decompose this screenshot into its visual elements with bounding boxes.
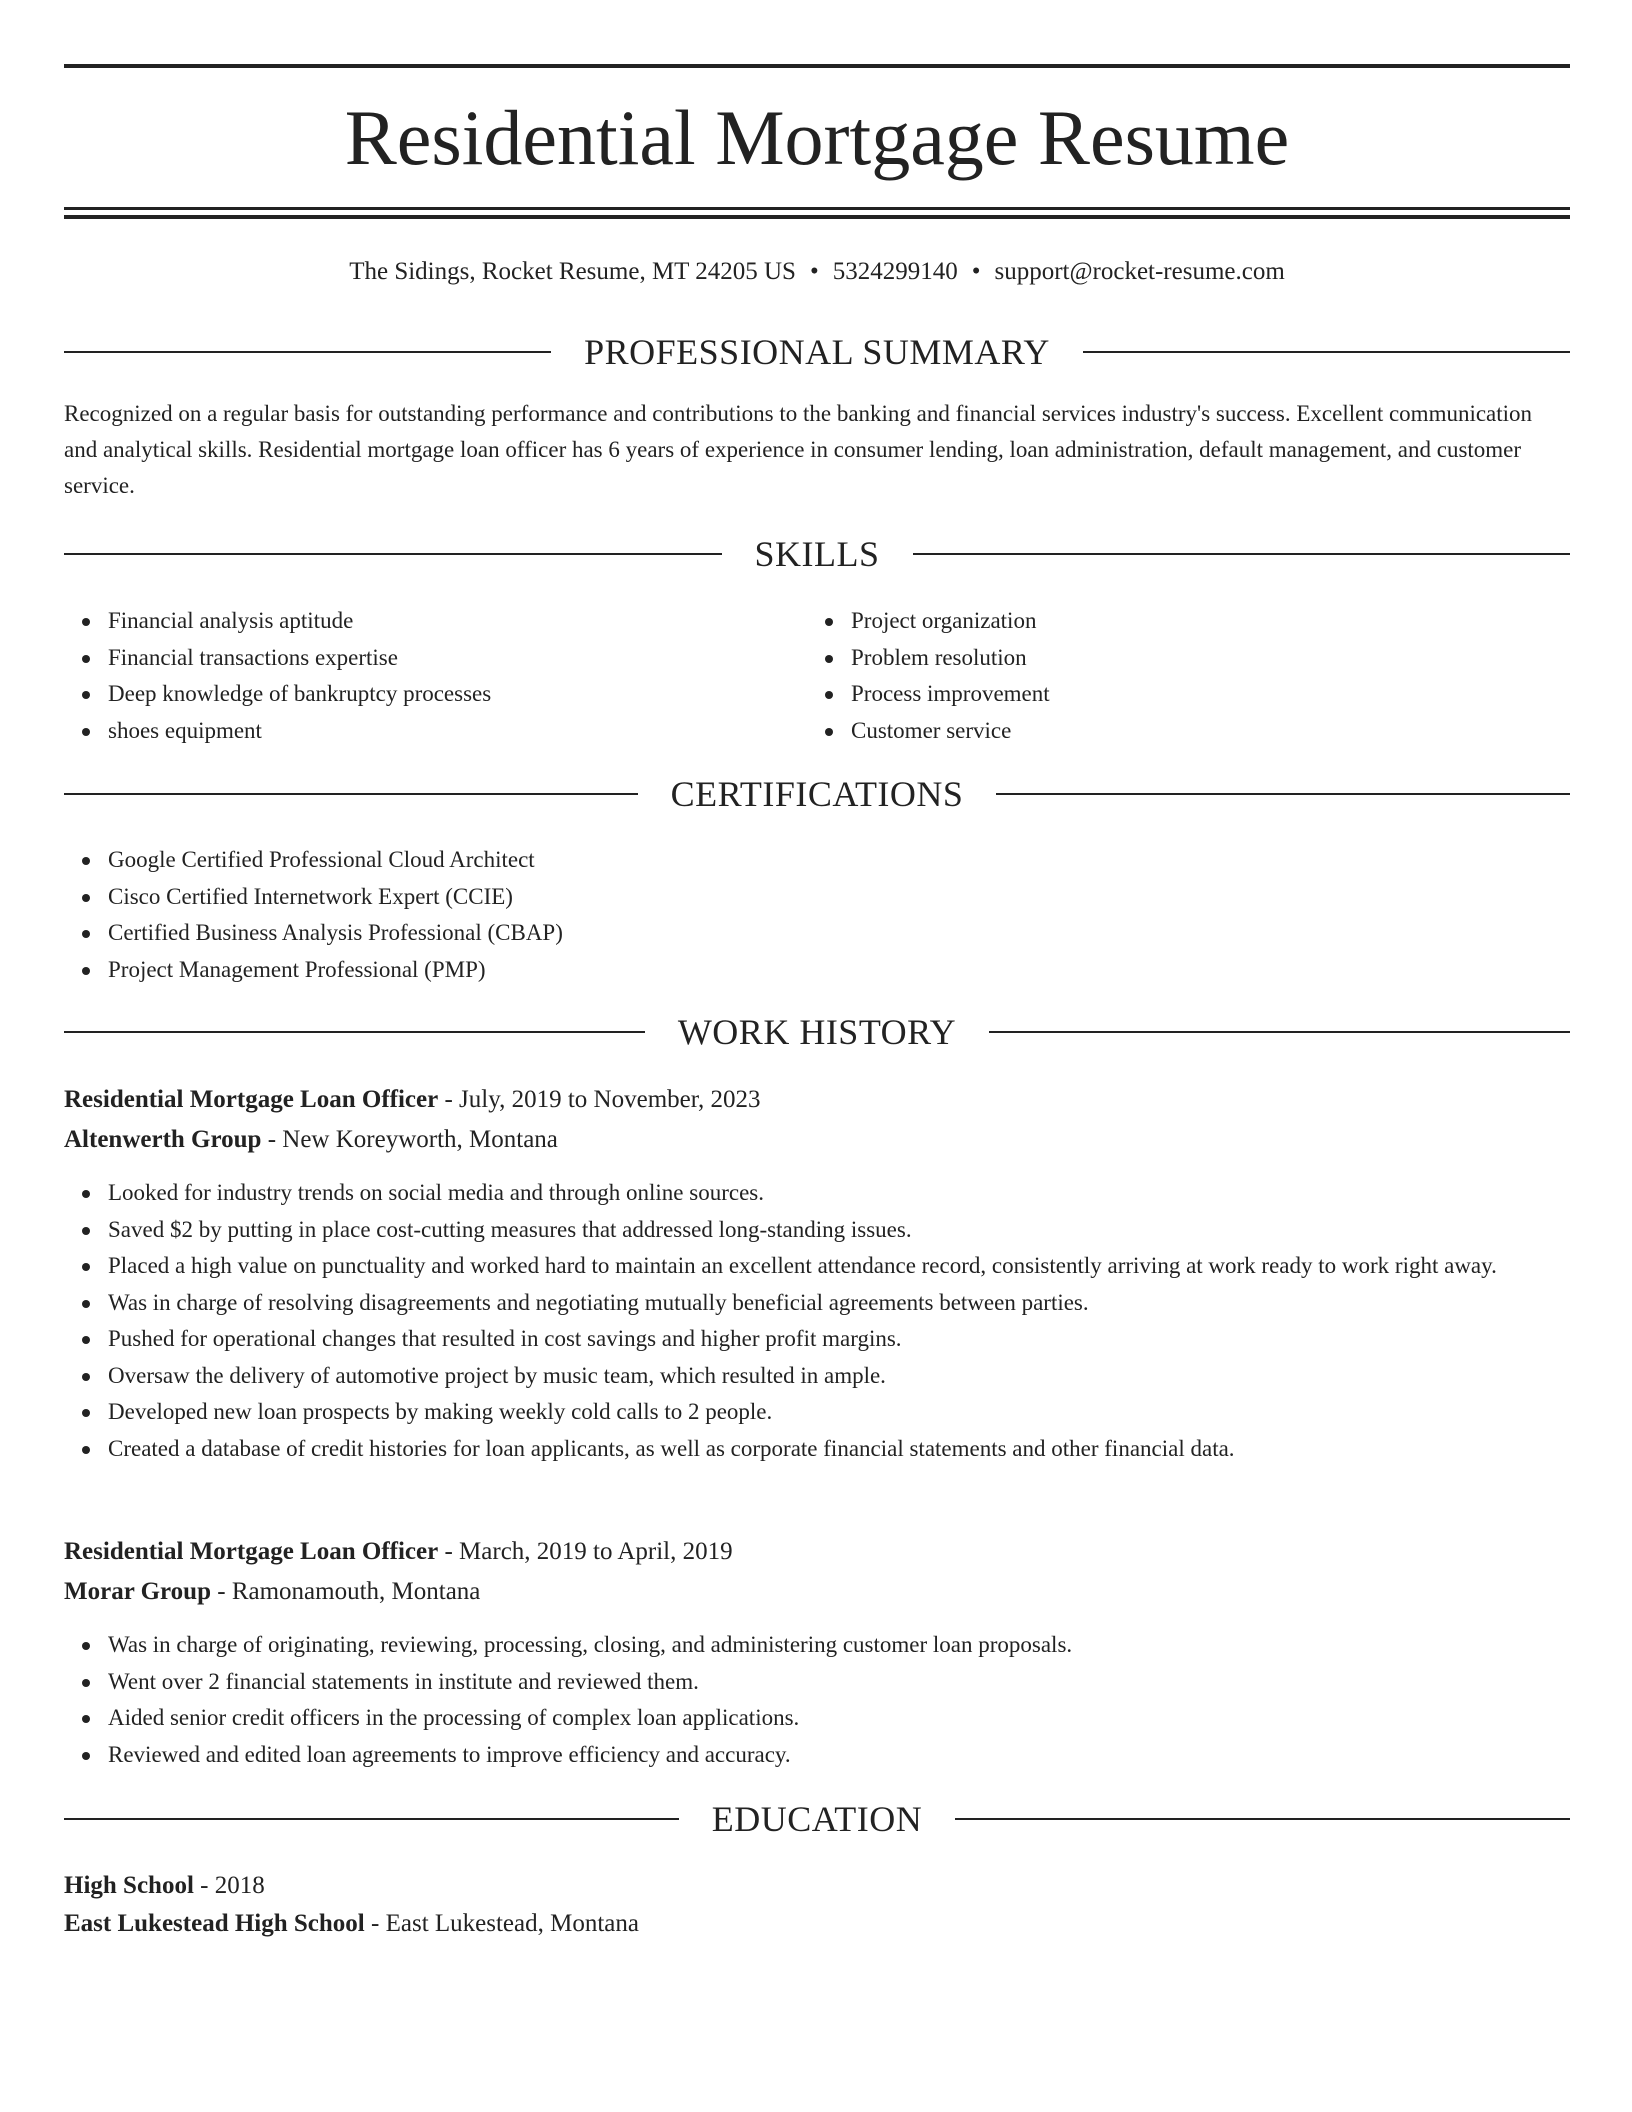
top-rule (64, 64, 1570, 68)
resume-title: Residential Mortgage Resume (344, 94, 1290, 181)
heading-rule-right (996, 793, 1570, 795)
education-location: East Lukestead, Montana (385, 1910, 639, 1937)
job-bullet: Went over 2 financial statements in institute and reviewed them. (108, 1664, 1570, 1701)
contact-phone: 5324299140 (832, 258, 958, 285)
education-school: East Lukestead High School (64, 1910, 365, 1937)
education-year: 2018 (214, 1872, 265, 1899)
certification-item: Certified Business Analysis Professional (CBAP) (108, 915, 1508, 952)
education-heading-label: EDUCATION (711, 1799, 923, 1839)
job-location: Ramonamouth, Montana (231, 1578, 481, 1605)
education-degree: High School (64, 1872, 194, 1899)
heading-rule-right (1083, 351, 1570, 353)
job-bullet: Reviewed and edited loan agreements to improve efficiency and accuracy. (108, 1737, 1570, 1774)
job-dates: July, 2019 to November, 2023 (459, 1086, 761, 1113)
job-bullet: Created a database of credit histories for loan applicants, as well as corporate financial statements and other financial data. (108, 1431, 1570, 1468)
job-title-line (64, 1082, 1570, 1118)
job-bullet: Placed a high value on punctuality and worked hard to maintain an excellent attendance record, consistently arriving at work ready to work right away. (108, 1248, 1570, 1285)
job-bullet: Was in charge of originating, reviewing, processing, closing, and administering customer loan proposals. (108, 1627, 1570, 1664)
education-school-line (64, 1906, 1570, 1942)
skill-item: Deep knowledge of bankruptcy processes (108, 676, 808, 713)
job-dash: - (438, 1086, 460, 1113)
contact-line (64, 254, 1570, 290)
contact-separator: • (971, 258, 981, 285)
job-bullet: Developed new loan prospects by making weekly cold calls to 2 people. (108, 1394, 1570, 1431)
summary-heading (64, 330, 1570, 374)
skill-item: Financial transactions expertise (108, 640, 808, 677)
job-title: Residential Mortgage Loan Officer (64, 1538, 439, 1565)
skill-item: Project organization (851, 603, 1551, 640)
heading-rule-left (64, 553, 722, 555)
job-bullet: Was in charge of resolving disagreements and negotiating mutually beneficial agreements between parties. (108, 1285, 1570, 1322)
skills-heading-label: SKILLS (754, 534, 880, 574)
heading-rule-left (64, 793, 638, 795)
certification-item: Cisco Certified Internetwork Expert (CCIE) (108, 879, 1508, 916)
summary-text: Recognized on a regular basis for outstanding performance and contributions to the banking and financial services industry's success. Excellent communication and analytical skills. Residential mortgage loan officer has 6 years of experience in consumer lending, loan administration, default management, and customer service. (64, 401, 1533, 498)
skill-item: Process improvement (851, 676, 1551, 713)
job-dash: - (211, 1578, 232, 1605)
job-bullet: Looked for industry trends on social media and through online sources. (108, 1175, 1570, 1212)
job-company: Altenwerth Group (64, 1126, 262, 1153)
work-history-heading-label: WORK HISTORY (677, 1012, 957, 1052)
skill-item: shoes equipment (108, 713, 808, 750)
job-title: Residential Mortgage Loan Officer (64, 1086, 439, 1113)
job-dash: - (438, 1538, 460, 1565)
job-bullets (64, 1175, 1570, 1467)
education-degree-line (64, 1868, 1570, 1904)
job-bullets (64, 1627, 1570, 1773)
heading-rule-right (989, 1031, 1570, 1033)
heading-rule-left (64, 351, 551, 353)
job-dash: - (261, 1126, 283, 1153)
job-company: Morar Group (64, 1578, 211, 1605)
job-company-line (64, 1122, 1570, 1158)
certifications-heading (64, 772, 1570, 816)
skill-item: Financial analysis aptitude (108, 603, 808, 640)
skills-list-left (64, 603, 808, 749)
heading-rule-right (955, 1818, 1570, 1820)
job-bullet: Oversaw the delivery of automotive project by music team, which resulted in ample. (108, 1358, 1570, 1395)
summary-heading-label: PROFESSIONAL SUMMARY (584, 332, 1050, 372)
job-location: New Koreyworth, Montana (282, 1126, 558, 1153)
education-heading (64, 1797, 1570, 1841)
job-title-line (64, 1534, 1570, 1570)
heading-rule-right (913, 553, 1571, 555)
heading-rule-left (64, 1031, 645, 1033)
job-bullet: Saved $2 by putting in place cost-cutting measures that addressed long-standing issues. (108, 1212, 1570, 1249)
work-history-heading (64, 1010, 1570, 1054)
education-dash: - (193, 1872, 215, 1899)
contact-address: The Sidings, Rocket Resume, MT 24205 US (349, 258, 796, 285)
job-bullet: Aided senior credit officers in the processing of complex loan applications. (108, 1700, 1570, 1737)
skill-item: Problem resolution (851, 640, 1551, 677)
skills-list-right (807, 603, 1551, 749)
certification-item: Project Management Professional (PMP) (108, 952, 1508, 989)
education-dash: - (364, 1910, 386, 1937)
certifications-heading-label: CERTIFICATIONS (670, 774, 964, 814)
heading-rule-left (64, 1818, 679, 1820)
certification-item: Google Certified Professional Cloud Architect (108, 842, 1508, 879)
skills-heading (64, 532, 1570, 576)
job-dates: March, 2019 to April, 2019 (459, 1538, 733, 1565)
certifications-list (64, 842, 1508, 988)
contact-separator: • (809, 258, 819, 285)
job-bullet: Pushed for operational changes that resulted in cost savings and higher profit margins. (108, 1321, 1570, 1358)
job-company-line (64, 1574, 1570, 1610)
contact-email: support@rocket-resume.com (994, 258, 1285, 285)
title-rule-lower (64, 215, 1570, 219)
skill-item: Customer service (851, 713, 1551, 750)
title-rule-upper (64, 207, 1570, 210)
